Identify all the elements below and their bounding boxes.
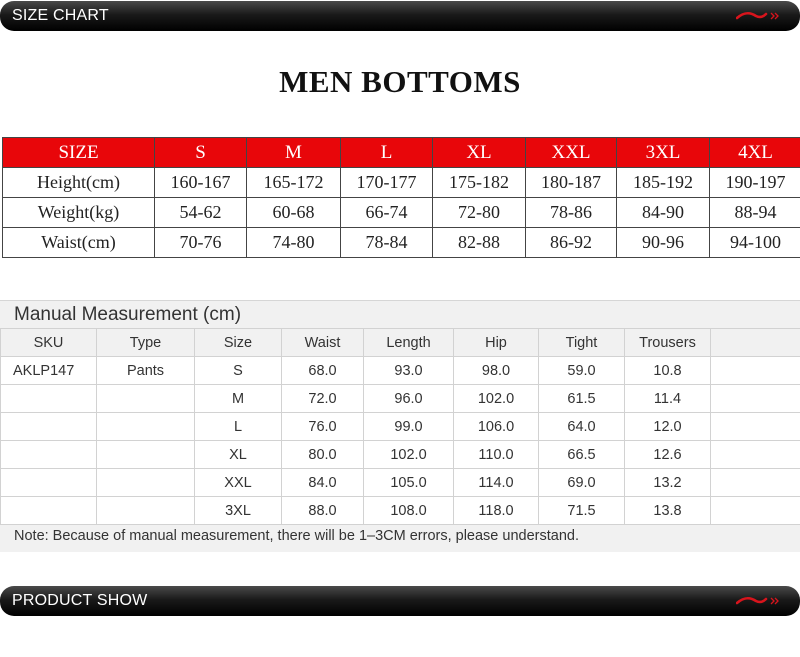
column-header: Tight [539, 329, 625, 357]
empty-cell [711, 413, 800, 441]
manual-measurement-title: Manual Measurement (cm) [14, 304, 242, 325]
table-row [1, 413, 800, 441]
table-cell: 175-182 [433, 168, 526, 198]
size-chart-header-row [3, 138, 800, 168]
empty-cell [711, 357, 800, 385]
waist-cell: 72.0 [282, 385, 364, 413]
table-cell: 72-80 [433, 198, 526, 228]
page-title: MEN BOTTOMS [279, 64, 521, 99]
product-show-title: PRODUCT SHOW [12, 592, 148, 609]
li-ning-logo-icon [736, 593, 782, 609]
table-cell: 78-84 [341, 228, 433, 258]
type-cell [97, 497, 195, 525]
table-cell: 78-86 [526, 198, 617, 228]
column-header: Waist [282, 329, 364, 357]
hip-cell: 106.0 [454, 413, 539, 441]
empty-cell [711, 497, 800, 525]
measurement-note: Note: Because of manual measurement, there will be 1–3CM errors, please understand. [14, 528, 579, 544]
table-row [1, 357, 800, 385]
table-cell: 160-167 [155, 168, 247, 198]
header-cell: 4XL [710, 138, 800, 168]
tight-cell: 59.0 [539, 357, 625, 385]
row-label: Weight(kg) [3, 198, 155, 228]
column-header: SKU [1, 329, 97, 357]
sku-cell [1, 441, 97, 469]
waist-cell: 80.0 [282, 441, 364, 469]
hip-cell: 102.0 [454, 385, 539, 413]
header-cell: XL [433, 138, 526, 168]
waist-cell: 76.0 [282, 413, 364, 441]
type-cell [97, 441, 195, 469]
size-cell: XL [195, 441, 282, 469]
table-row [1, 469, 800, 497]
header-cell: S [155, 138, 247, 168]
table-row [1, 385, 800, 413]
length-cell: 105.0 [364, 469, 454, 497]
size-cell: L [195, 413, 282, 441]
table-cell: 54-62 [155, 198, 247, 228]
table-row [1, 441, 800, 469]
empty-cell [711, 385, 800, 413]
empty-cell [711, 469, 800, 497]
length-cell: 102.0 [364, 441, 454, 469]
table-row [1, 497, 800, 525]
type-cell [97, 413, 195, 441]
product-show-banner [0, 586, 800, 616]
type-cell [97, 385, 195, 413]
table-cell: 190-197 [710, 168, 800, 198]
size-chart-banner [0, 1, 800, 31]
size-cell: M [195, 385, 282, 413]
column-header: Hip [454, 329, 539, 357]
size-cell: S [195, 357, 282, 385]
waist-cell: 88.0 [282, 497, 364, 525]
column-header: Trousers [625, 329, 711, 357]
tight-cell: 61.5 [539, 385, 625, 413]
table-cell: 165-172 [247, 168, 341, 198]
header-cell: SIZE [3, 138, 155, 168]
type-cell [97, 469, 195, 497]
hip-cell: 118.0 [454, 497, 539, 525]
hip-cell: 98.0 [454, 357, 539, 385]
table-cell: 66-74 [341, 198, 433, 228]
header-cell: M [247, 138, 341, 168]
table-row [3, 228, 800, 258]
length-cell: 108.0 [364, 497, 454, 525]
tight-cell: 71.5 [539, 497, 625, 525]
row-label: Height(cm) [3, 168, 155, 198]
sku-cell: AKLP147 [1, 357, 97, 385]
trousers-cell: 10.8 [625, 357, 711, 385]
table-cell: 90-96 [617, 228, 710, 258]
trousers-cell: 12.6 [625, 441, 711, 469]
tight-cell: 64.0 [539, 413, 625, 441]
sku-cell [1, 497, 97, 525]
size-cell: 3XL [195, 497, 282, 525]
length-cell: 93.0 [364, 357, 454, 385]
table-cell: 170-177 [341, 168, 433, 198]
column-header: Length [364, 329, 454, 357]
size-chart-title: SIZE CHART [12, 7, 109, 24]
hip-cell: 110.0 [454, 441, 539, 469]
size-chart-table [2, 137, 800, 258]
length-cell: 96.0 [364, 385, 454, 413]
table-cell: 70-76 [155, 228, 247, 258]
manual-measurement-table [0, 328, 800, 525]
li-ning-logo-icon [736, 8, 782, 24]
sku-cell [1, 469, 97, 497]
manual-measurement-panel [0, 300, 800, 552]
table-cell: 88-94 [710, 198, 800, 228]
column-header: Size [195, 329, 282, 357]
header-cell: L [341, 138, 433, 168]
table-row [3, 168, 800, 198]
trousers-cell: 12.0 [625, 413, 711, 441]
manual-header-row [1, 329, 800, 357]
trousers-cell: 13.8 [625, 497, 711, 525]
trousers-cell: 13.2 [625, 469, 711, 497]
length-cell: 99.0 [364, 413, 454, 441]
trousers-cell: 11.4 [625, 385, 711, 413]
tight-cell: 69.0 [539, 469, 625, 497]
table-cell: 60-68 [247, 198, 341, 228]
header-cell: 3XL [617, 138, 710, 168]
tight-cell: 66.5 [539, 441, 625, 469]
waist-cell: 68.0 [282, 357, 364, 385]
hip-cell: 114.0 [454, 469, 539, 497]
header-cell: XXL [526, 138, 617, 168]
table-row [3, 198, 800, 228]
empty-cell [711, 441, 800, 469]
table-cell: 94-100 [710, 228, 800, 258]
table-cell: 180-187 [526, 168, 617, 198]
size-cell: XXL [195, 469, 282, 497]
table-cell: 74-80 [247, 228, 341, 258]
table-cell: 84-90 [617, 198, 710, 228]
sku-cell [1, 385, 97, 413]
row-label: Waist(cm) [3, 228, 155, 258]
table-cell: 86-92 [526, 228, 617, 258]
type-cell: Pants [97, 357, 195, 385]
waist-cell: 84.0 [282, 469, 364, 497]
column-header: Type [97, 329, 195, 357]
sku-cell [1, 413, 97, 441]
table-cell: 82-88 [433, 228, 526, 258]
column-header [711, 329, 800, 357]
table-cell: 185-192 [617, 168, 710, 198]
